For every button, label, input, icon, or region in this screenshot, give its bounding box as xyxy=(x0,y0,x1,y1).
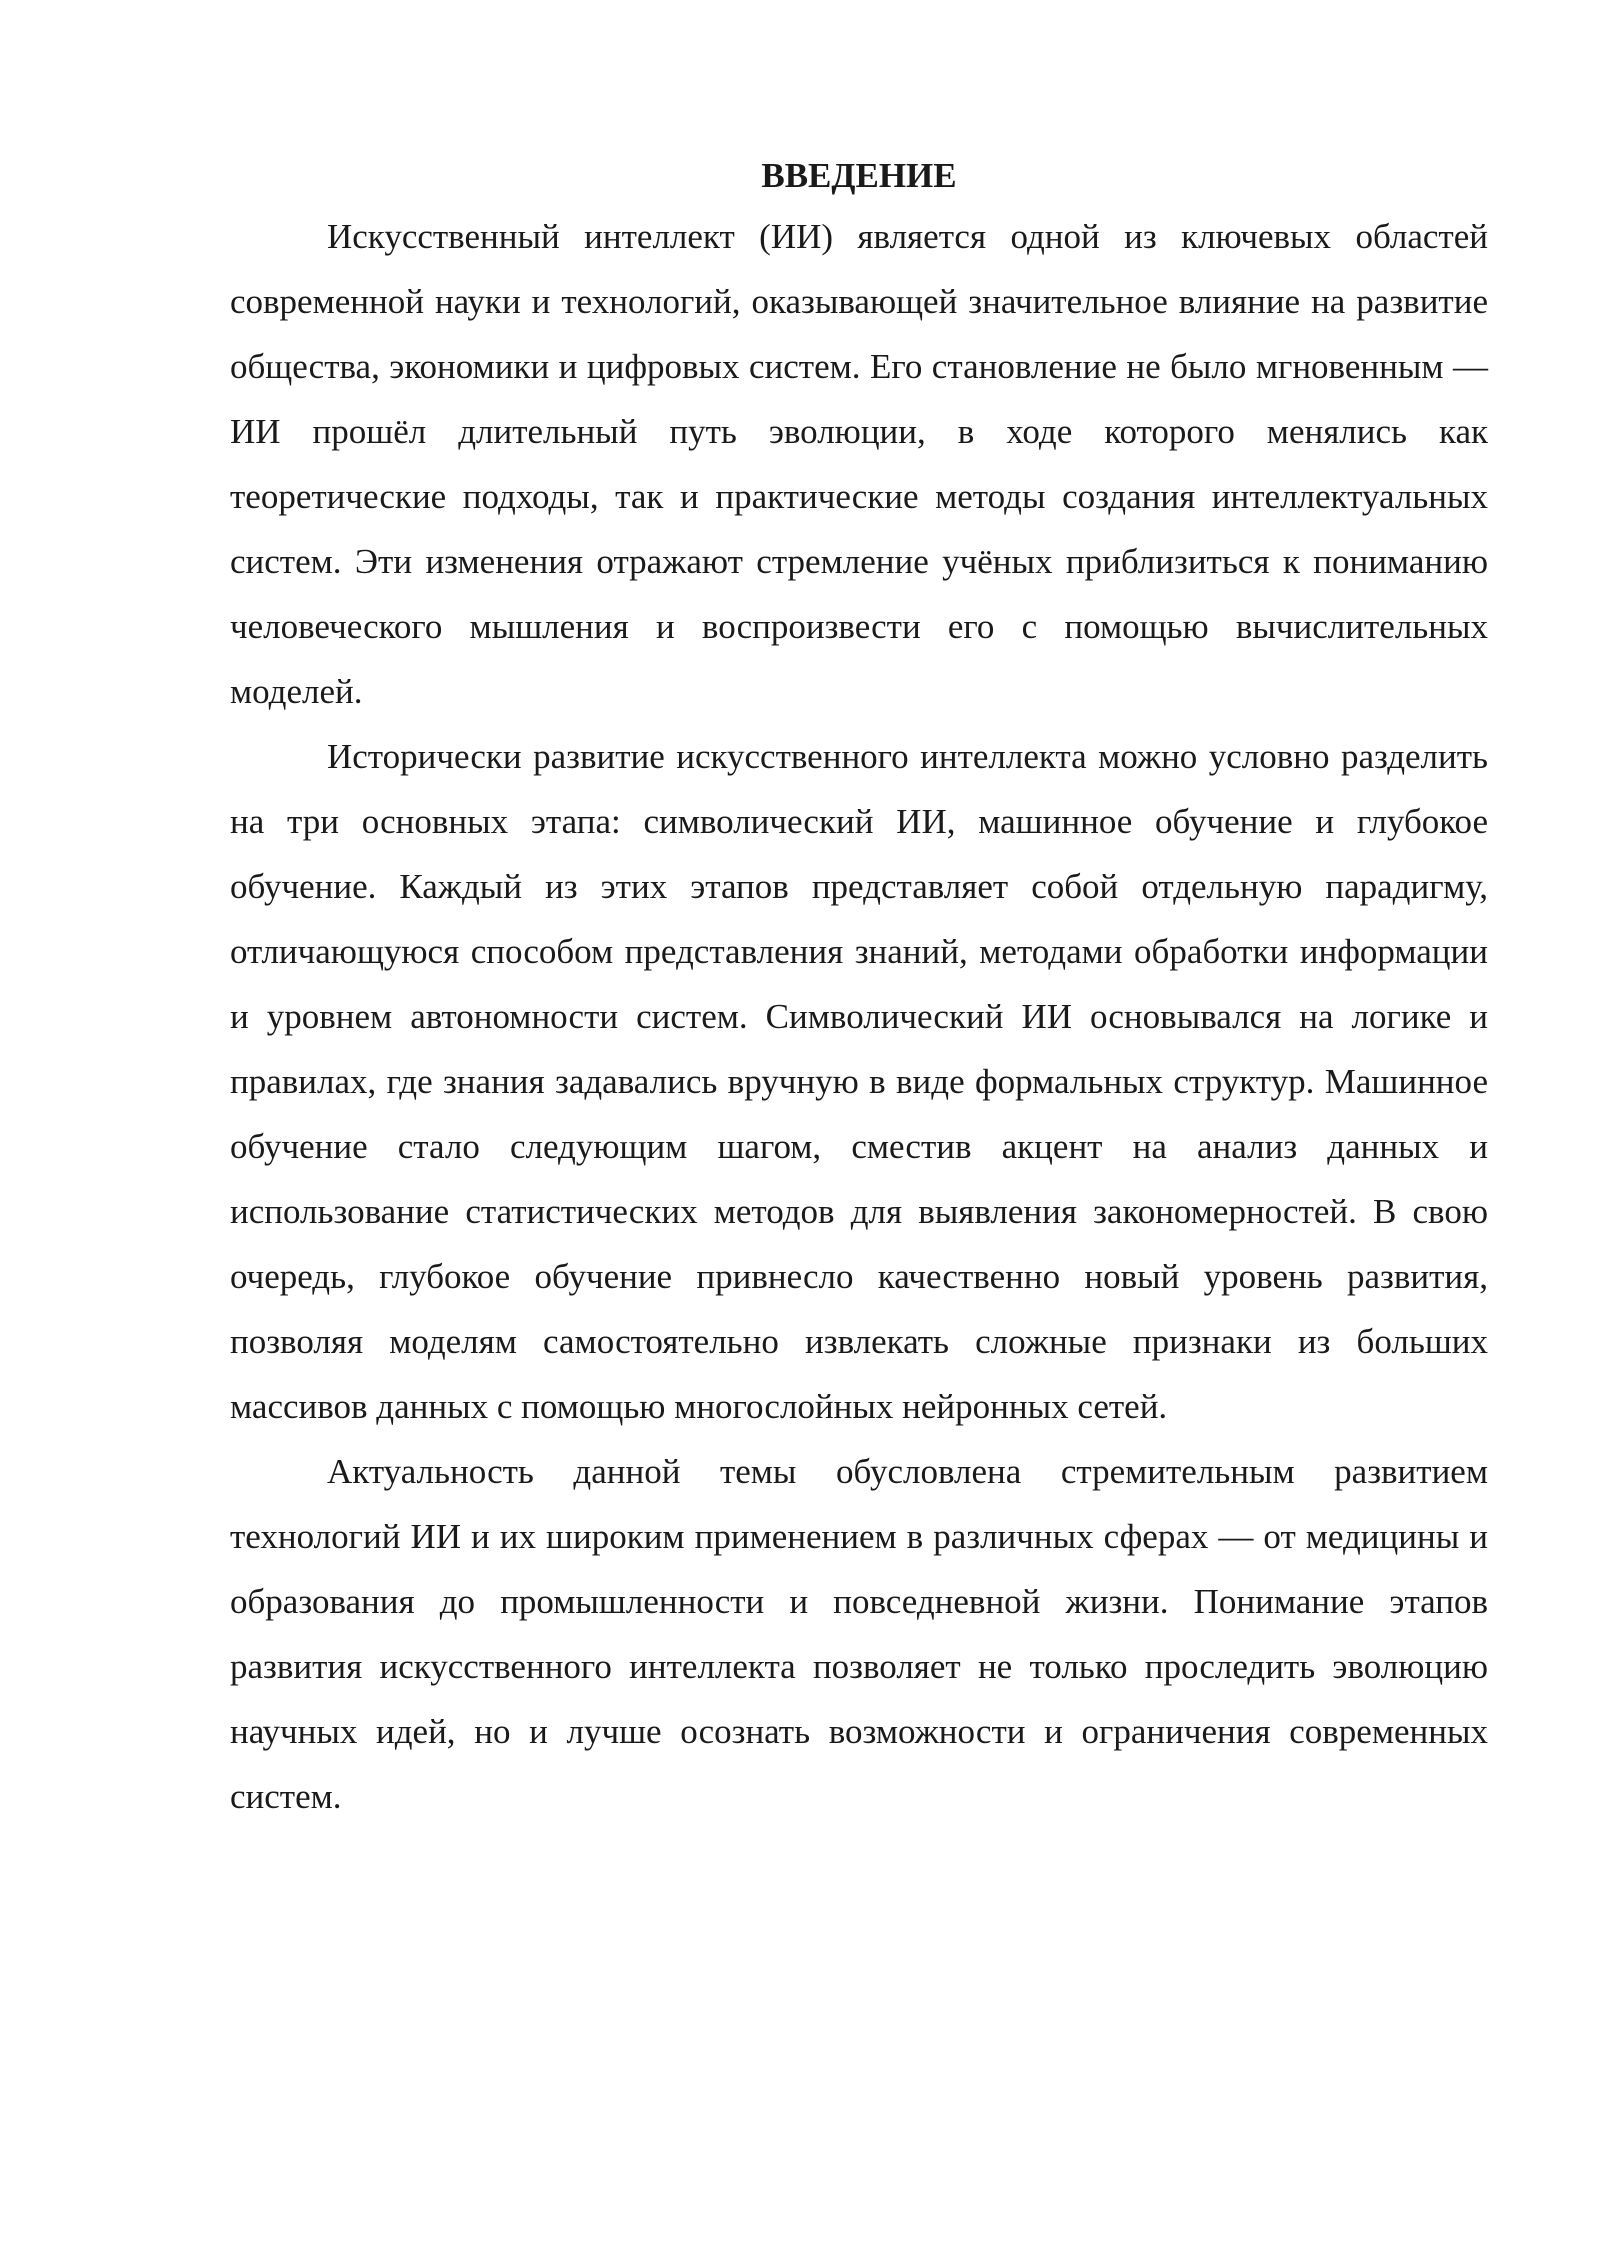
section-heading: ВВЕДЕНИЕ xyxy=(761,156,957,195)
paragraph-relevance: Актуальность данной темы обусловлена стремительным развитием технологий ИИ и их широким применением в различных сферах — от медицины и образования до промышленности и повседневной жизни. Понимание этапов развития искусственного интеллекта позволяет не только проследить эволюцию научных идей, но и лучше осознать возможности и ограничения современных систем. xyxy=(230,1452,1488,1816)
page-content xyxy=(230,148,1488,1829)
paragraph-intro: Искусственный интеллект (ИИ) является одной из ключевых областей современной науки и технологий, оказывающей значительное влияние на развитие общества, экономики и цифровых систем. Его становление не было мгновенным — ИИ прошёл длительный путь эволюции, в ходе которого менялись как теоретические подходы, так и практические методы создания интеллектуальных систем. Эти изменения отражают стремление учёных приблизиться к пониманию человеческого мышления и воспроизвести его с помощью вычислительных моделей. xyxy=(230,217,1488,711)
paragraph-history: Исторически развитие искусственного интеллекта можно условно разделить на три основных этапа: символический ИИ, машинное обучение и глубокое обучение. Каждый из этих этапов представляет собой отдельную парадигму, отличающуюся способом представления знаний, методами обработки информации и уровнем автономности систем. Символический ИИ основывался на логике и правилах, где знания задавались вручную в виде формальных структур. Машинное обучение стало следующим шагом, сместив акцент на анализ данных и использование статистических методов для выявления закономерностей. В свою очередь, глубокое обучение привнесло качественно новый уровень развития, позволяя моделям самостоятельно извлекать сложные признаки из больших массивов данных с помощью многослойных нейронных сетей. xyxy=(230,737,1488,1426)
